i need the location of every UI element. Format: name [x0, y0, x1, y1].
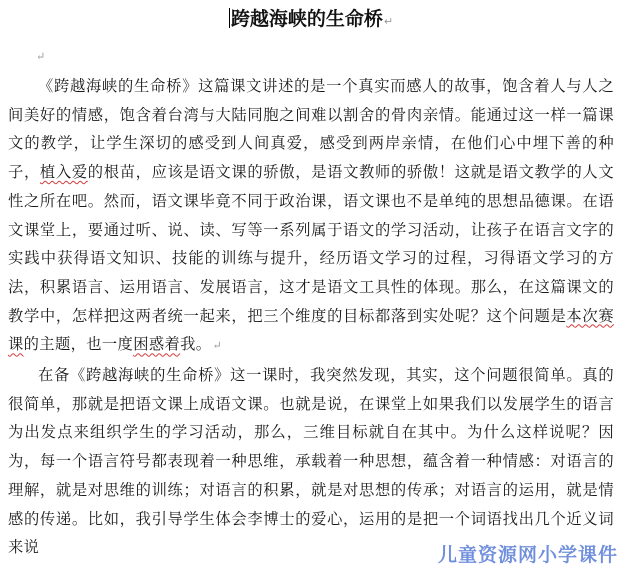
paragraph-1	[8, 72, 614, 361]
title-text: 跨越海峡的生命桥	[230, 8, 383, 30]
paragraph-1-text: 我。	[180, 335, 212, 354]
paragraph-1-text: 《跨越海峡的生命桥》这篇课文讲述的是一个真实而感人的故事，饱含着人与人之间美好的情感，饱含着台湾与大陆同胞之间难以割舍的骨肉亲情。能通过这一样一篇课文的教学，让学生深切的感受到人间真爱，感受到两岸亲情，在他们心中埋下善的种子，	[8, 77, 614, 182]
paragraph-1-text: 的主题，也一度	[23, 335, 134, 354]
paragraph-mark-icon: ↵	[212, 339, 223, 353]
paragraph-mark-icon: ↵	[383, 15, 394, 28]
paragraph-1-text: 的根苗，应该是语文课的骄傲，是语文教师的骄傲！这就是语文教学的人文性之所在吧。然而，语文课毕竟不同于政治课，语文课也不是单纯的思想品德课。在语文课堂上，要通过听、说、读、写等一系列属于语文的学习活动，让孩子在语言文字的实践中获得语文知识、技能的训练与提升，经历语文学习的过程，习得语文学习的方法，积累语言、运用语言、发展语言，这才是语文工具性的体现。那么，在这篇课文的教学中，怎样把这两者统一起来，把三个维度的目标都落到实处呢？这个问题是	[8, 163, 614, 325]
paragraph-mark-icon: ↵	[36, 50, 46, 63]
spellcheck-underline: 困惑着	[133, 335, 181, 354]
empty-paragraph	[36, 50, 45, 63]
spellcheck-underline: 本次赛课	[8, 306, 614, 354]
document-title	[0, 6, 622, 35]
document-body[interactable]	[8, 72, 614, 562]
spellcheck-underline: 植入爱	[39, 163, 88, 182]
paragraph-2-text: 在备《跨越海峡的生命桥》这一课时，我突然发现，其实，这个问题很简单。真的很简单，那就是把语文课上成语文课。也就是说，在课堂上如果我们以发展学生的语言为出发点来组织学生的学习活动，那么，三维目标就自在其中。为什么这样说呢？因为，每一个语言符号都表现着一种思维，承载着一种思想，蕴含着一种情感：对语言的理解，就是对思维的训练；对语言的积累，就是对思想的传承；对语言的运用，就是情感的传递。比如，我引导学生体会李博士的爱心，运用的是把一个词语找出几个近义词来说	[8, 366, 614, 557]
watermark-logo: 儿童资源网小学课件	[437, 544, 618, 566]
paragraph-2	[8, 361, 614, 562]
text-cursor	[229, 8, 230, 28]
